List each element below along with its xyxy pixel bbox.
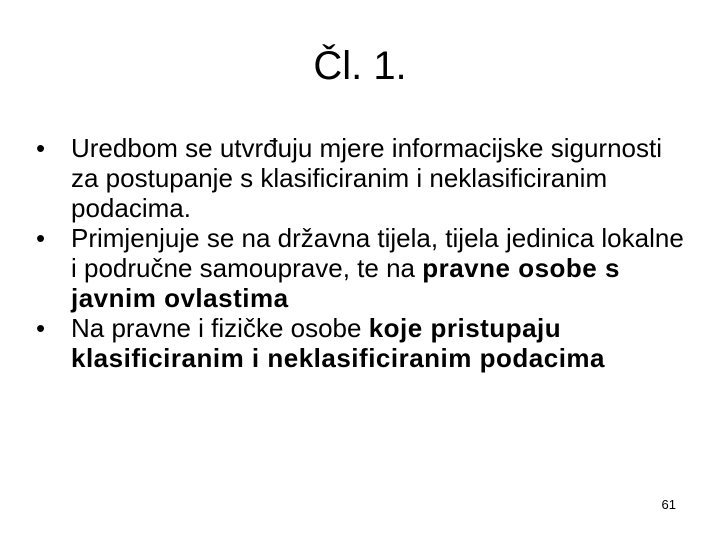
bullet-item — [36, 313, 696, 373]
bullet-list — [36, 133, 696, 373]
bullet-icon: • — [36, 133, 46, 163]
bullet-emphasis: pravne osobe s javnim ovlastima — [71, 253, 620, 313]
page-number: 61 — [661, 497, 676, 512]
bullet-icon: • — [36, 313, 46, 343]
bullet-item — [36, 133, 696, 223]
bullet-icon: • — [36, 223, 46, 253]
bullet-item — [36, 223, 696, 313]
slide-title: Čl. 1. — [313, 44, 407, 88]
bullet-text: Na pravne i fizičke osobe — [71, 313, 369, 343]
bullet-text: Primjenjuje se na državna tijela, tijela jedinica lokalne i područne samouprave, te na — [71, 223, 684, 283]
bullet-emphasis: koje pristupaju klasificiranim i neklasificiranim podacima — [71, 313, 605, 373]
bullet-text: Uredbom se utvrđuju mjere informacijske sigurnosti za postupanje s klasificiranim i neklasificiranim podacima. — [71, 133, 663, 223]
